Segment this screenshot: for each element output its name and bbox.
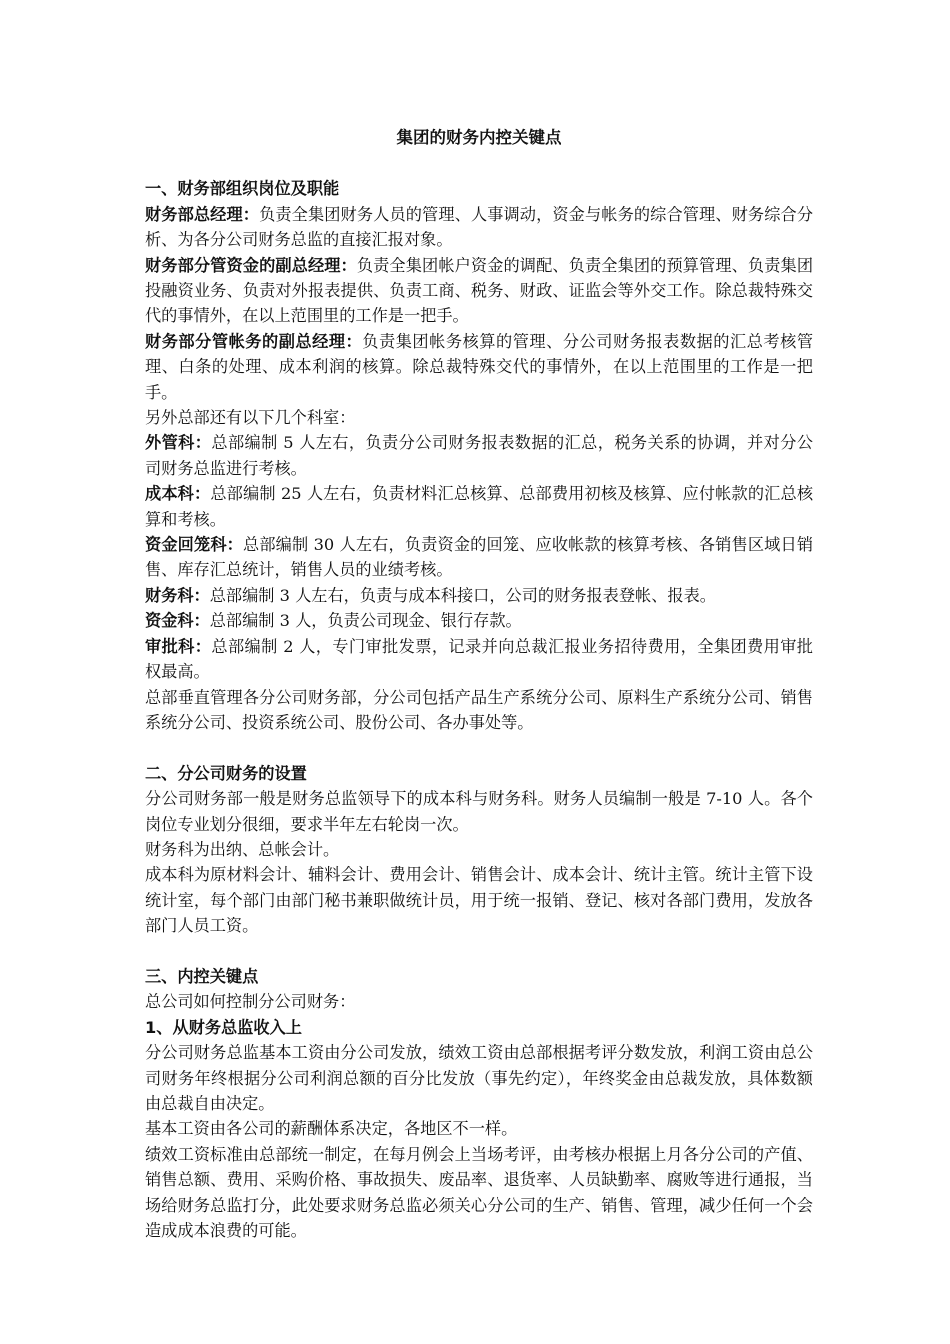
subsection-heading-1: 1、从财务总监收入上 [145,1017,302,1037]
role-text: 负责全集团财务人员的管理、人事调动，资金与帐务的综合管理、财务综合分析、为各分公司财务总监的直接汇报对象。 [145,204,814,250]
department-paragraph [145,481,813,532]
department-text: 总部编制 5 人左右，负责分公司财务报表数据的汇总，税务关系的协调，并对分公司财务总监进行考核。 [145,433,813,478]
role-paragraph [145,202,813,253]
department-label: 财务科： [145,585,210,605]
department-paragraph [145,532,813,583]
section-heading-3: 三、内控关键点 [145,966,259,986]
section3-paragraph: 绩效工资标准由总部统一制定，在每月例会上当场考评，由考核办根据上月各分公司的产值、销售总额、费用、采购价格、事故损失、废品率、退货率、人员缺勤率、腐败等进行通报，当场给财务总监打分，此处要求财务总监必须关心分公司的生产、销售、管理，减少任何一个会造成成本浪费的可能。 [145,1144,813,1241]
section3-paragraph: 基本工资由各公司的薪酬体系决定，各地区不一样。 [145,1119,518,1139]
section-heading-2: 二、分公司财务的设置 [145,763,307,783]
blank-line [145,939,813,964]
department-label: 审批科： [145,636,212,656]
role-paragraph [145,253,813,329]
department-paragraph [145,608,813,633]
department-label: 资金科： [145,611,210,631]
department-text: 总部编制 2 人，专门审批发票，记录并向总裁汇报业务招待费用，全集团费用审批权最高。 [145,636,813,682]
section3-intro: 总公司如何控制分公司财务： [145,992,356,1012]
department-label: 外管科： [145,433,212,453]
department-label: 成本科： [145,484,211,504]
section-heading-1: 一、财务部组织岗位及职能 [145,179,340,199]
role-label: 财务部分管帐务的副总经理： [145,331,363,351]
blank-line [145,735,813,760]
document-page [145,118,813,1243]
departments-intro: 另外总部还有以下几个科室： [145,408,356,428]
department-paragraph [145,634,813,685]
role-text: 负责全集团帐户资金的调配、负责全集团的预算管理、负责集团投融资业务、负责对外报表提供、负责工商、税务、财政、证监会等外交工作。除总裁特殊交代的事情外，在以上范围里的工作是一把手。 [145,255,814,326]
role-paragraph [145,329,813,405]
department-text: 总部编制 25 人左右，负责材料汇总核算、总部费用初核及核算、应付帐款的汇总核算和考核。 [145,484,814,529]
section3-paragraph: 分公司财务总监基本工资由分公司发放，绩效工资由总部根据考评分数发放，利润工资由总公司财务年终根据分公司利润总额的百分比发放（事先约定），年终奖金由总裁发放，具体数额由总裁自由决定。 [145,1043,813,1113]
department-paragraph [145,583,813,608]
department-text: 总部编制 3 人，负责公司现金、银行存款。 [209,611,522,631]
section1-closing: 总部垂直管理各分公司财务部，分公司包括产品生产系统分公司、原料生产系统分公司、销售系统分公司、投资系统公司、股份公司、各办事处等。 [145,687,813,732]
department-text: 总部编制 30 人左右，负责资金的回笼、应收帐款的核算考核、各销售区域日销售、库存汇总统计，销售人员的业绩考核。 [145,535,814,580]
document-title: 集团的财务内控关键点 [396,128,562,147]
section2-paragraph: 财务科为出纳、总帐会计。 [145,839,340,859]
role-text: 负责集团帐务核算的管理、分公司财务报表数据的汇总考核管理、白条的处理、成本利润的核算。除总裁特殊交代的事情外，在以上范围里的工作是一把手。 [145,331,814,402]
role-label: 财务部总经理： [145,204,260,224]
department-paragraph [145,430,813,481]
role-label: 财务部分管资金的副总经理： [145,255,357,275]
department-label: 资金回笼科： [145,535,243,555]
department-text: 总部编制 3 人左右，负责与成本科接口，公司的财务报表登帐、报表。 [209,585,716,605]
section2-paragraph: 成本科为原材料会计、辅料会计、费用会计、销售会计、成本会计、统计主管。统计主管下设统计室，每个部门由部门秘书兼职做统计员，用于统一报销、登记、核对各部门费用，发放各部门人员工资。 [145,865,813,936]
section2-paragraph: 分公司财务部一般是财务总监领导下的成本科与财务科。财务人员编制一般是 7-10 人。各个岗位专业划分很细，要求半年左右轮岗一次。 [145,789,813,834]
